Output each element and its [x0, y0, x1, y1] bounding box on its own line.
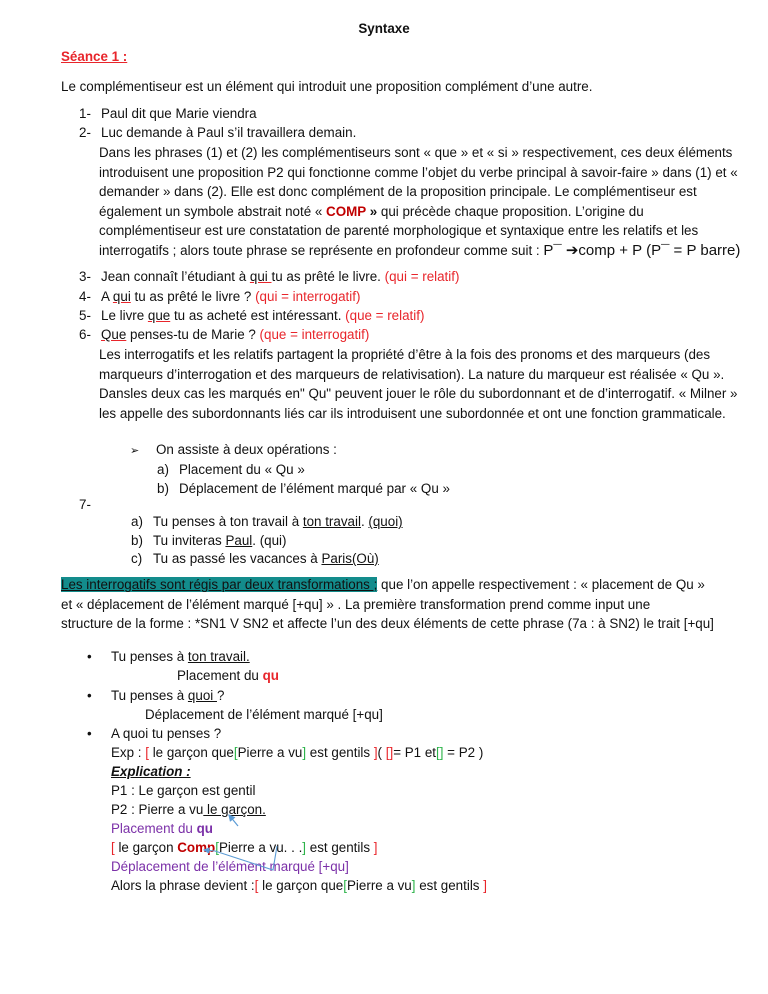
example-7a: a) Tu penses à ton travail à ton travail. (quoi)	[131, 514, 403, 529]
arrow-bullet-icon: ➢	[130, 444, 140, 457]
example-7-number: 7-	[79, 497, 91, 512]
example-5: 5- Le livre que tu as acheté est intéressant. (que = relatif)	[79, 308, 425, 323]
formula: P¯ ➔comp + P (P¯ = P barre)	[543, 241, 741, 259]
bullet-item-3: • A quoi tu penses ?	[87, 726, 222, 741]
operation-a: a) Placement du « Qu »	[157, 462, 305, 477]
bullet-icon: •	[87, 726, 92, 741]
operation-b: b) Déplacement de l’élément marqué par « Qu »	[157, 481, 450, 496]
deplacement-line-1: Déplacement de l’élément marqué [+qu]	[145, 707, 383, 722]
placement-du-qu-2: Placement du qu	[111, 821, 213, 836]
example-3: 3- Jean connaît l’étudiant à qui tu as prêté le livre. (qui = relatif)	[79, 269, 460, 284]
final-sentence-line: Alors la phrase devient :[ le garçon que[Pierre a vu] est gentils ]	[111, 878, 487, 893]
exp-line: Exp : [ le garçon que[Pierre a vu] est gentils ]( []= P1 et[] = P2 )	[111, 745, 484, 760]
example-1: 1- Paul dit que Marie viendra	[79, 106, 257, 121]
paragraph-interrogatifs-relatifs: Les interrogatifs et les relatifs partagent la propriété d’être à la fois des pronoms et des marqueurs (des marqueurs d’interrogation et des marqueurs de relativisation). La nature du marqueur est réalisée « Qu ». Dansles deux cas les marqués en" Qu" peuvent jouer le rôle du subordonnant et de d’interrogatif. « Milner » les appelle des subordonnants liés car ils introduisent une subordonnée et ont une fonction grammaticale.	[99, 347, 738, 421]
p2-line: P2 : Pierre a vu le garçon.	[111, 802, 266, 817]
paragraph-transformations-line3: structure de la forme : *SN1 V SN2 et affecte l’un des deux éléments de cette phrase (7a : à SN2) le trait [+qu]	[61, 616, 714, 631]
paragraph-transformations-line1: Les interrogatifs sont régis par deux transformations ; que l’on appelle respectivement : « placement de Qu »	[61, 577, 705, 592]
session-heading: Séance 1 :	[61, 49, 128, 64]
example-7b: b) Tu inviteras Paul. (qui)	[131, 533, 287, 548]
highlighted-text: Les interrogatifs sont régis par deux transformations ;	[61, 577, 378, 592]
explication-heading: Explication :	[111, 764, 191, 779]
document-title: Syntaxe	[358, 21, 410, 36]
operations-intro: ➢ On assiste à deux opérations :	[130, 442, 337, 457]
bullet-icon: •	[87, 688, 92, 703]
paragraph-complementiseur: Dans les phrases (1) et (2) les complémentiseurs sont « que » et « si » respectivement, ces deux éléments introduisent une proposition P2 qui fonctionne comme l’objet du verbe principal à savoir-faire » dans (1) et « demander » dans (2). Elle est donc complément de la proposition principale. Le complémentiseur est également un symbole abstrait noté « COMP » qui précède chaque proposition. L’origine du complémentiseur est ure constatation de parenté morphologique et syntaxique entre les relatifs et les interrogatifs ; alors toute phrase se représente en profondeur comme suit : P¯ ➔comp + P (P¯ = P barre)	[99, 145, 741, 259]
bullet-icon: •	[87, 649, 92, 664]
p1-line: P1 : Le garçon est gentil	[111, 783, 256, 798]
example-4: 4- A qui tu as prêté le livre ? (qui = interrogatif)	[79, 289, 361, 304]
example-6: 6- Que penses-tu de Marie ? (que = interrogatif)	[79, 327, 370, 342]
comp-keyword: COMP	[326, 203, 366, 219]
bullet-item-1: • Tu penses à ton travail.	[87, 649, 250, 664]
placement-du-qu-1: Placement du qu	[177, 668, 279, 683]
comp-line: [ le garçon Comp[Pierre a vu. . .] est gentils ]	[111, 840, 378, 855]
paragraph-transformations-line2: et « déplacement de l’élément marqué [+qu] » . La première transformation prend comme input une	[61, 597, 651, 612]
example-7c: c) Tu as passé les vacances à Paris(Où)	[131, 551, 379, 566]
bullet-item-2: • Tu penses à quoi ?	[87, 688, 225, 703]
deplacement-line-2: Déplacement de l’élément marqué [+qu]	[111, 859, 349, 874]
intro-text: Le complémentiseur est un élément qui introduit une proposition complément d’une autre.	[61, 79, 593, 94]
example-2: 2- Luc demande à Paul s’il travaillera demain.	[79, 125, 357, 140]
